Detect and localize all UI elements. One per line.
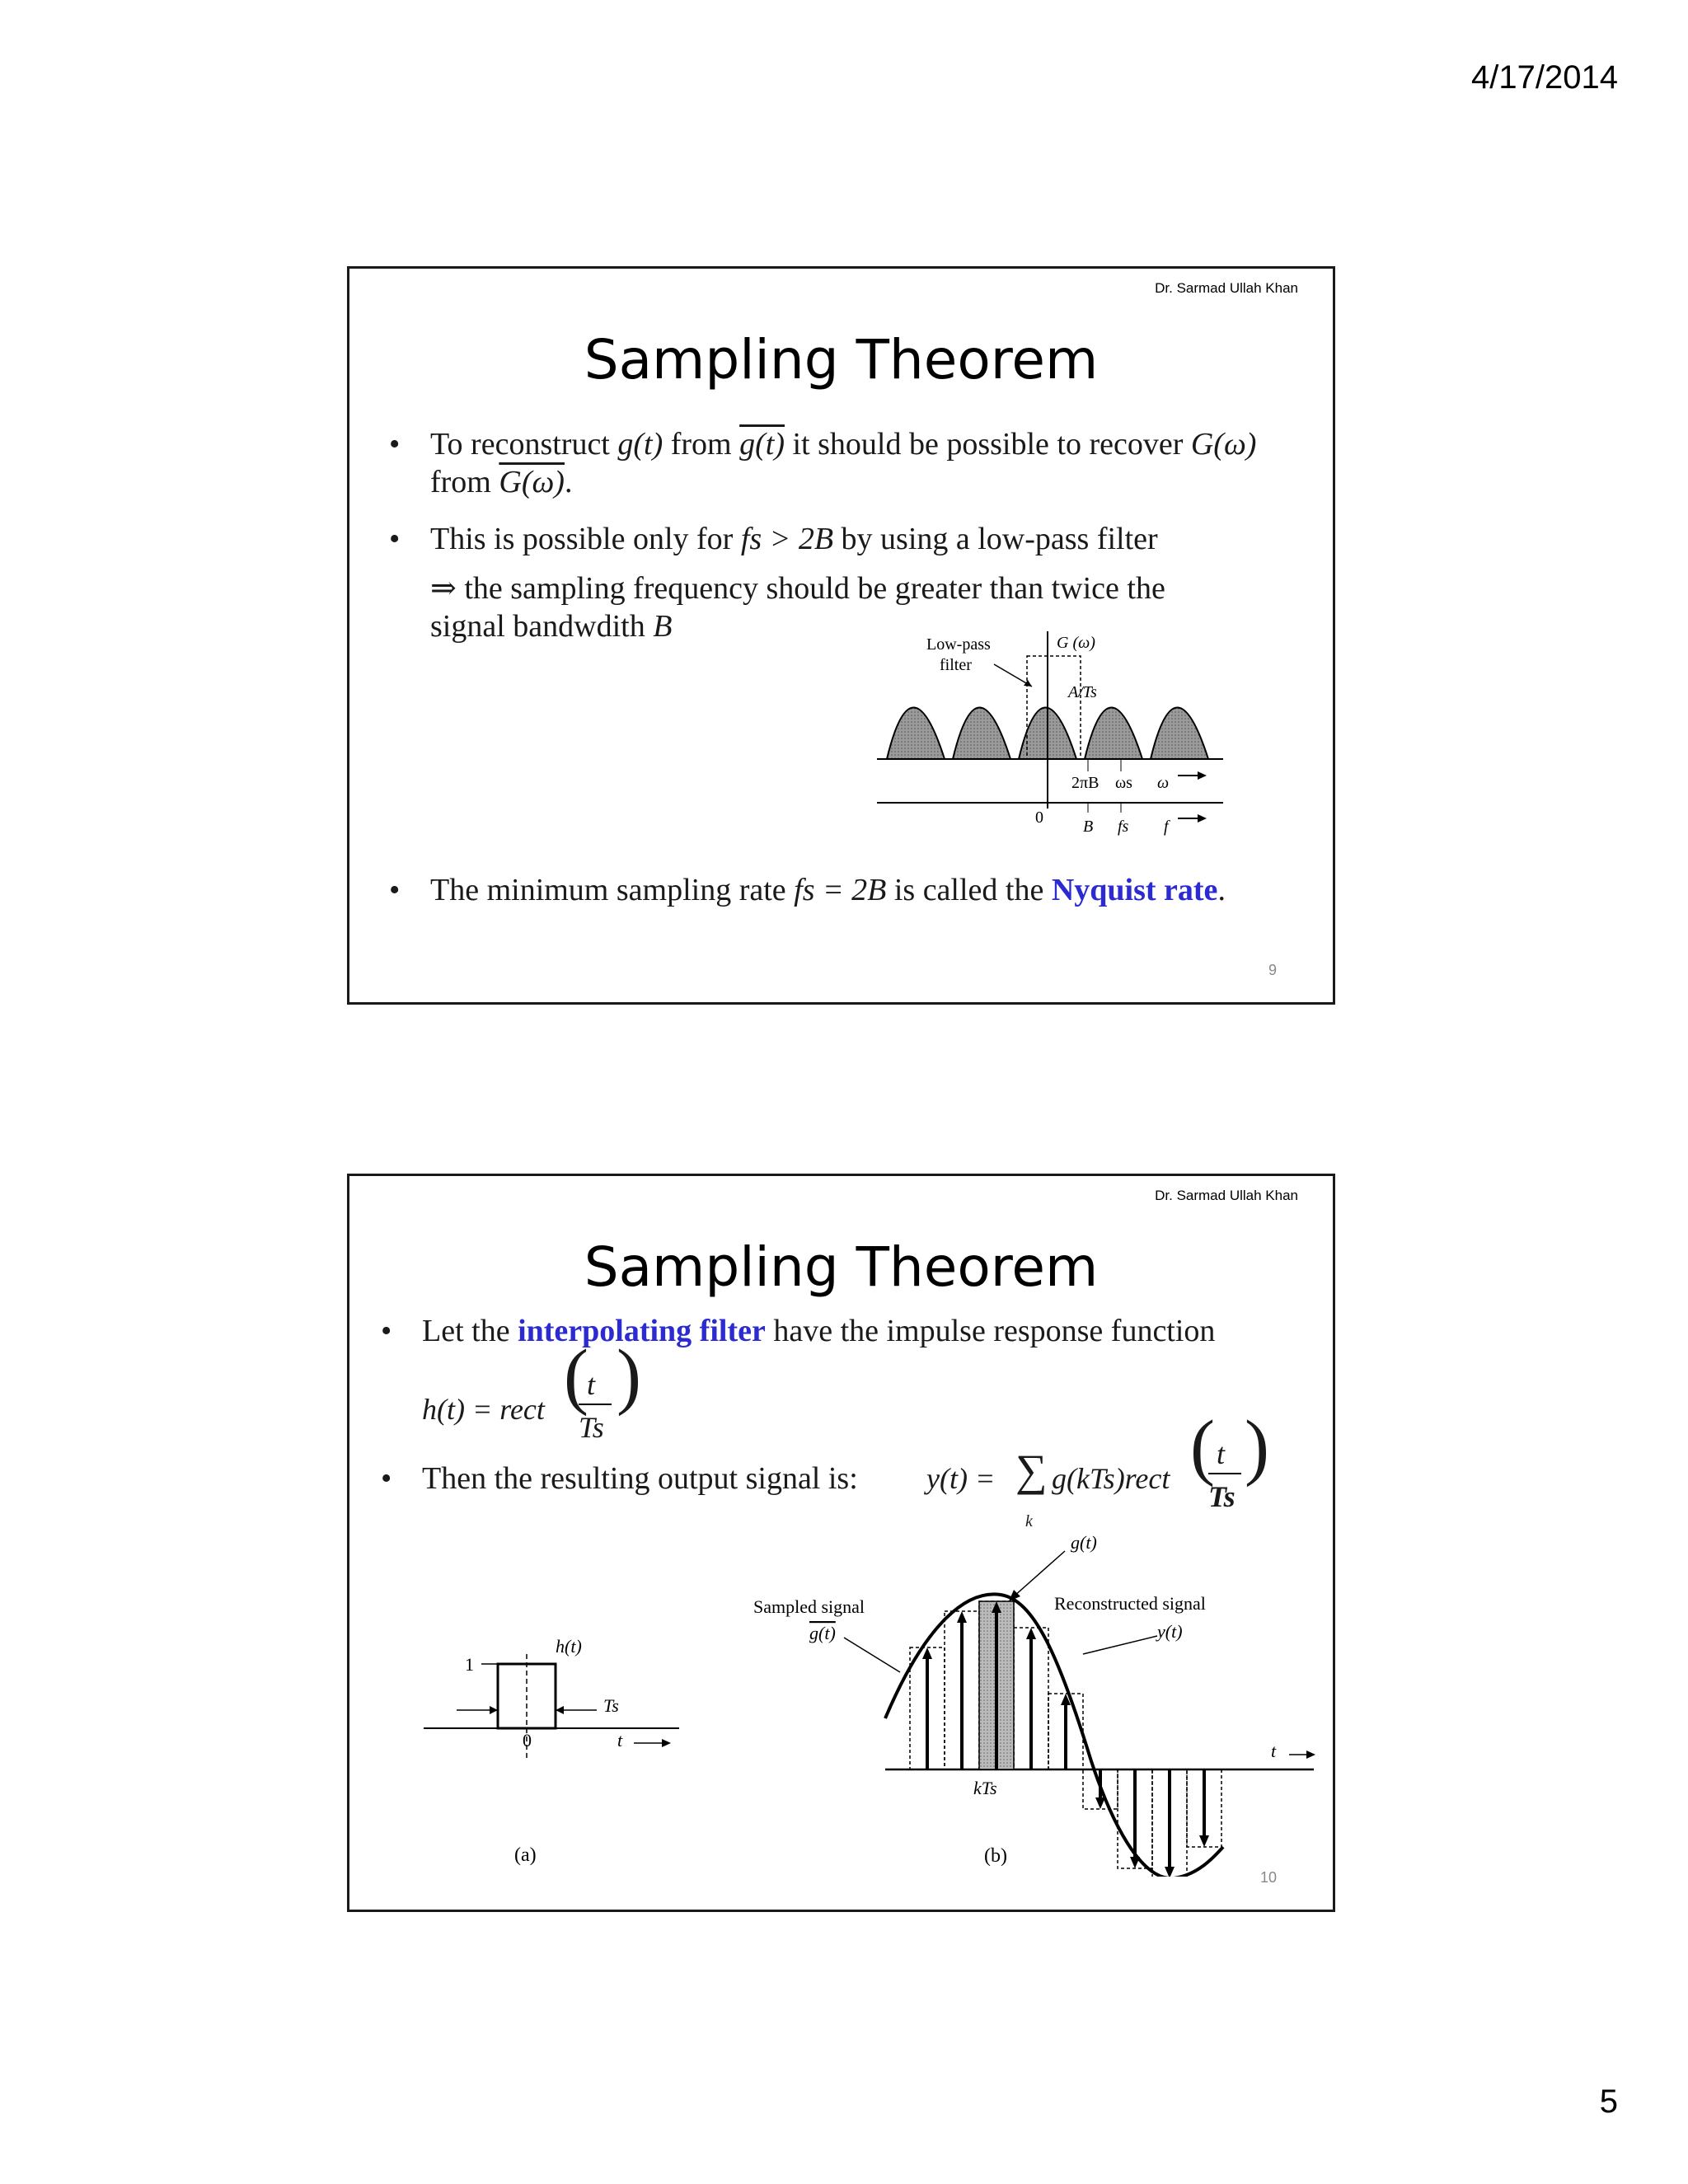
amplitude-label: A/Ts <box>1068 683 1097 701</box>
spectrum-lobe <box>887 708 945 760</box>
spectrum-lobe <box>1151 708 1208 760</box>
tick-omega-s: ωs <box>1115 774 1132 792</box>
slide-number: 10 <box>1259 1869 1277 1886</box>
filter-label: Low-pass <box>926 635 991 654</box>
ts-label: Ts <box>603 1695 619 1716</box>
amplitude-one: 1 <box>465 1654 474 1675</box>
spectrum-lobe <box>953 708 1010 760</box>
omega-axis-label: ω <box>1157 774 1170 792</box>
slide-10: Dr. Sarmad Ullah Khan Sampling Theorem • Let the interpolating filter have the impulse response function h(t) = rect ( t Ts ) • Then the resulting output signal is: y(t) = ∑ k g(kTs)rect ( t Ts ) 1 h(t) Ts 0 t (a) g(t) Sampled signal g(t) Reconstructed signal y(t) t kTs (b) 10 <box>347 1174 1335 1912</box>
y-label: y(t) <box>1157 1621 1183 1642</box>
gbar-label: g(t) <box>809 1623 836 1643</box>
page-date: 4/17/2014 <box>1471 59 1618 96</box>
slide-number: 9 <box>1268 962 1277 978</box>
spectrum-figure <box>877 631 1306 837</box>
origin-label: 0 <box>1035 808 1043 827</box>
nyquist-rate-term: Nyquist rate <box>1051 873 1218 907</box>
slide-title: Sampling Theorem <box>584 1235 1099 1299</box>
spectrum-lobe <box>1085 708 1142 760</box>
slide-9: Dr. Sarmad Ullah Khan Sampling Theorem • To reconstruct g(t) from g(t) it should be possible to recover G(ω) from G(ω). • This is possible only for fs > 2B by using a low-pass filter ⇒ the sampling frequency should be greater than twice the signal bandwdith B Low-pass filter G (ω) A/Ts 2πB ωs ω 0 B fs f • The minimum sampling rate fs = 2B is called the Nyquist rate. 9 <box>347 266 1335 1005</box>
interpolating-filter-term: interpolating filter <box>518 1314 766 1348</box>
t-axis-label: t <box>617 1730 623 1750</box>
g-label: g(t) <box>1071 1532 1097 1553</box>
reconstructed-signal-label: Reconstructed signal <box>1054 1593 1206 1614</box>
figure-b-reconstruction <box>729 1530 1322 1877</box>
tick-B: B <box>1083 818 1094 836</box>
page-number: 5 <box>1599 2083 1618 2120</box>
sampled-signal-label: Sampled signal <box>753 1596 865 1617</box>
slide-title: Sampling Theorem <box>584 328 1099 391</box>
h-label: h(t) <box>556 1636 582 1657</box>
t-axis-label: t <box>1271 1741 1277 1761</box>
kt-label: kTs <box>973 1778 997 1798</box>
slide-author: Dr. Sarmad Ullah Khan <box>1155 280 1298 296</box>
caption-a: (a) <box>514 1844 537 1866</box>
filter-label-2: filter <box>940 656 972 674</box>
caption-b: (b) <box>984 1845 1007 1867</box>
origin-label: 0 <box>523 1730 532 1750</box>
spectrum-label: G (ω) <box>1057 634 1095 652</box>
tick-2piB: 2πB <box>1071 774 1100 792</box>
frequency-axis-label: f <box>1164 818 1169 836</box>
tick-fs: fs <box>1118 818 1129 836</box>
slide-author: Dr. Sarmad Ullah Khan <box>1155 1188 1298 1203</box>
figure-a-rect-pulse <box>415 1588 712 1868</box>
y-equation: y(t) = ∑ k g(kTs)rect ( t Ts ) <box>926 1406 1269 1530</box>
